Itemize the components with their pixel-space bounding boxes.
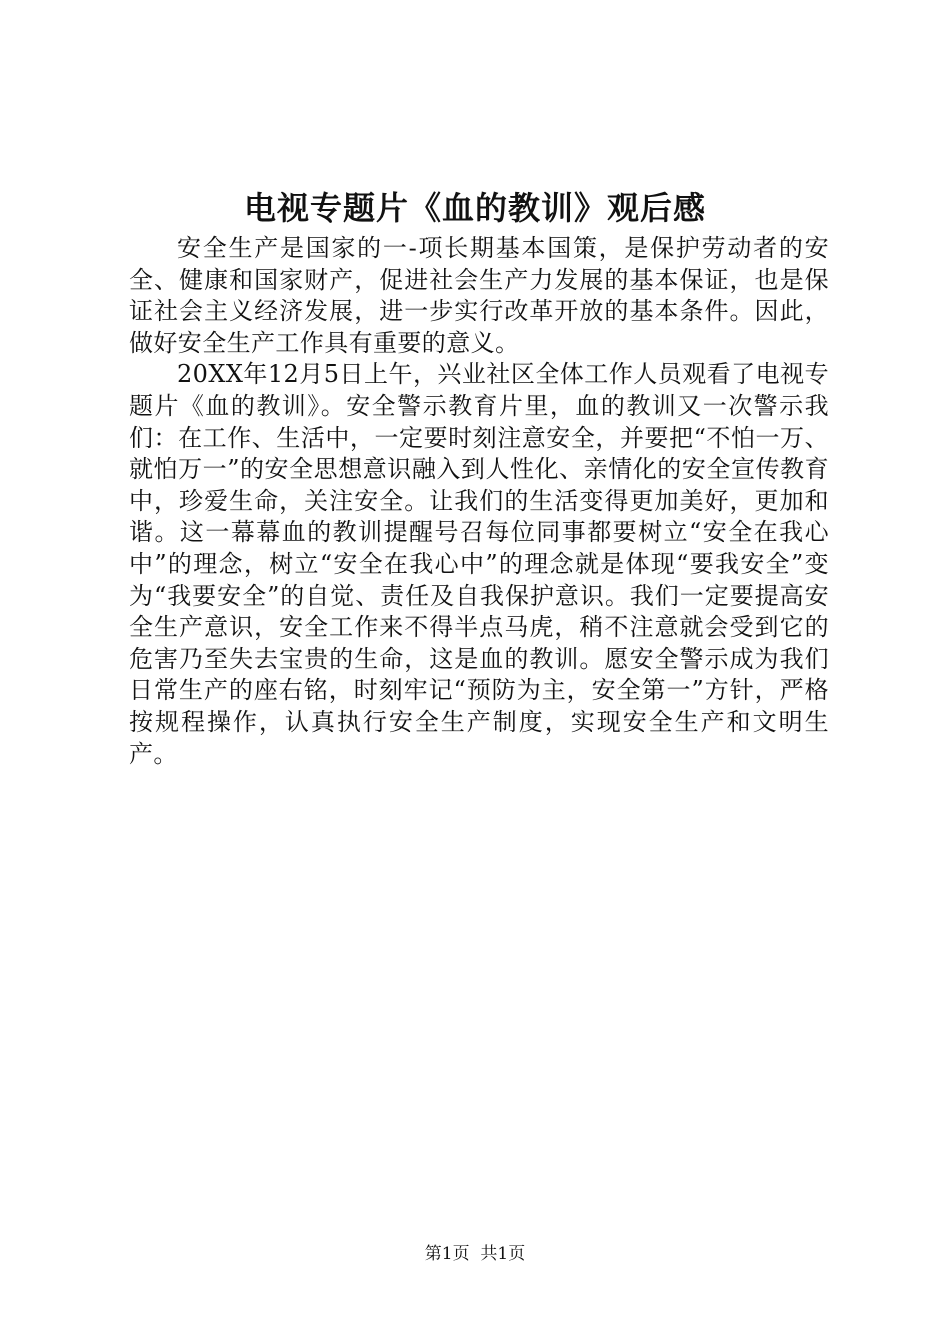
paragraph-1: 安全生产是国家的一-项长期基本国策，是保护劳动者的安全、健康和国家财产，促进社会生产力发展的基本保证，也是保证社会主义经济发展，进一步实行改革开放的基本条件。因此，做好安全生产工作具有重要的意义。 xyxy=(129,234,829,357)
paragraph-2: 20XX年12月5日上午，兴业社区全体工作人员观看了电视专题片《血的教训》。安全警示教育片里，血的教训又一次警示我们：在工作、生活中，一定要时刻注意安全，并要把“不怕一万、就怕万一”的安全思想意识融入到人性化、亲情化的安全宣传教育中，珍爱生命，关注安全。让我们的生活变得更加美好，更加和谐。这一幕幕血的教训提醒号召每位同事都要树立“安全在我心中”的理念，树立“安全在我心中”的理念就是体现“要我安全”变为“我要安全”的自觉、责任及自我保护意识。我们一定要提高安全生产意识，安全工作来不得半点马虎，稍不注意就会受到它的危害乃至失去宝贵的生命，这是血的教训。愿安全警示成为我们日常生产的座右铭，时刻牢记“预防为主，安全第一”方针，严格按规程操作，认真执行安全生产制度，实现安全生产和文明生产。 xyxy=(129,360,829,768)
page-number: 第1页 共1页 xyxy=(424,1244,526,1264)
document-title: 电视专题片《血的教训》观后感 xyxy=(243,189,706,227)
document-body xyxy=(129,233,829,770)
page-footer xyxy=(0,1242,950,1266)
